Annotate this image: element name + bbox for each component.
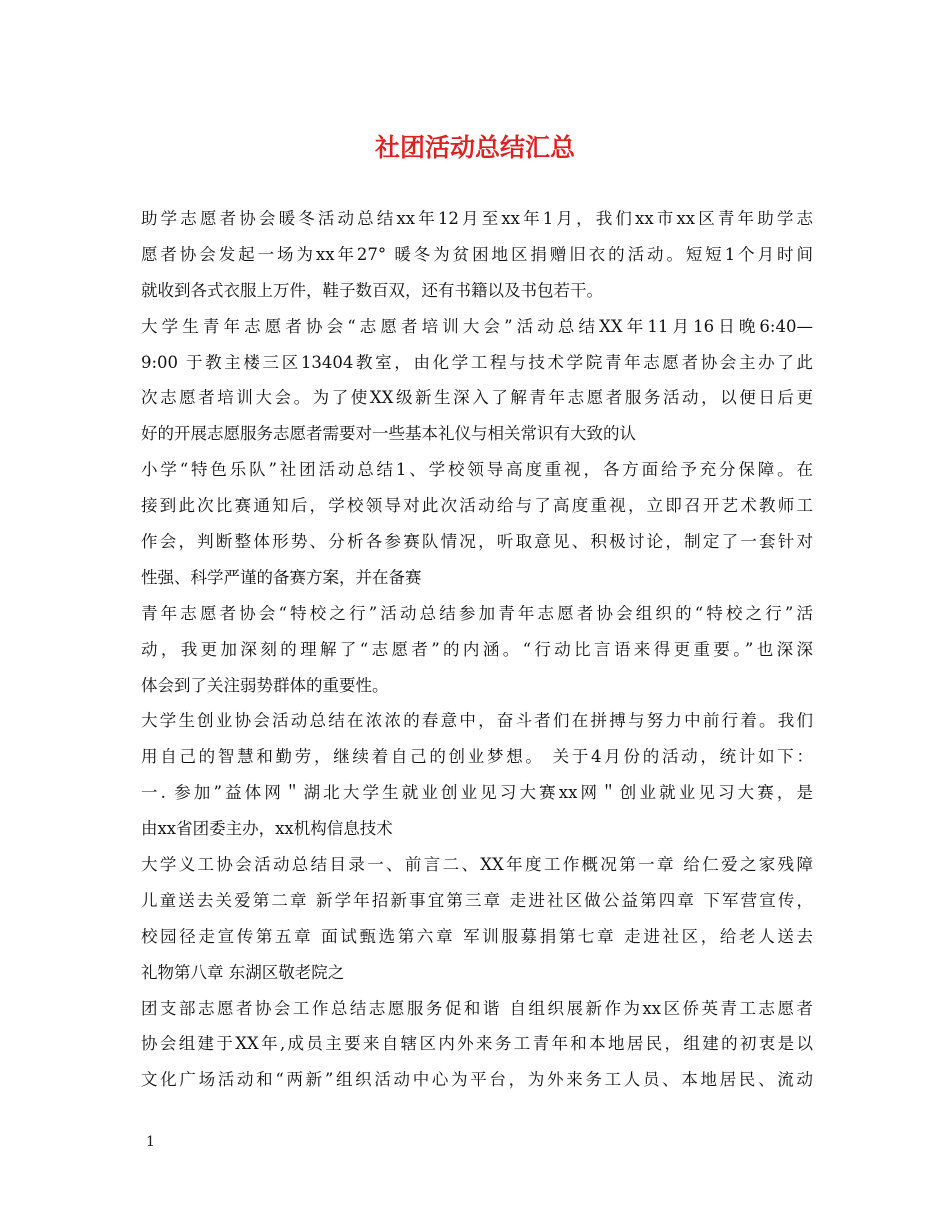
text-line: 次志愿者培训大会。为了使XX级新生深入了解青年志愿者服务活动，以便日后更 xyxy=(141,388,813,408)
text-line: 青年志愿者协会“特校之行”活动总结参加青年志愿者协会组织的“特校之行”活 xyxy=(141,603,813,623)
text-line: 作会，判断整体形势、分析各参赛队情况，听取意见、积极讨论，制定了一套针对 xyxy=(141,532,813,552)
text-line: 好的开展志愿服务志愿者需要对一些基本礼仪与相关常识有大致的认 xyxy=(141,424,636,444)
page-number: 1 xyxy=(146,1134,155,1150)
text-line: 愿者协会发起一场为xx年27° 暖冬为贫困地区捐赠旧衣的活动。短短1个月时间 xyxy=(141,244,813,264)
text-line: 9:00 于教主楼三区13404教室，由化学工程与技术学院青年志愿者协会主办了此 xyxy=(141,352,813,372)
text-line: 礼物第八章 东湖区敬老院之 xyxy=(141,962,345,982)
text-line: 就收到各式衣服上万件，鞋子数百双，还有书籍以及书包若干。 xyxy=(141,280,603,300)
text-line: 大学义工协会活动总结目录一、前言二、XX年度工作概况第一章 给仁爱之家残障 xyxy=(141,855,813,875)
document-body xyxy=(141,201,813,1098)
text-line: 由xx省团委主办，xx机构信息技术 xyxy=(141,819,393,839)
text-line: 大学生创业协会活动总结在浓浓的春意中，奋斗者们在拼搏与努力中前行着。我们 xyxy=(141,711,813,731)
text-line: 性强、科学严谨的备赛方案，并在备赛 xyxy=(141,567,422,587)
text-line: 儿童送去关爱第二章 新学年招新事宜第三章 走进社区做公益第四章 下军营宣传， xyxy=(141,890,813,910)
text-line: 体会到了关注弱势群体的重要性。 xyxy=(141,675,389,695)
text-line: 校园径走宣传第五章 面试甄选第六章 军训服募捐第七章 走进社区，给老人送去 xyxy=(141,926,813,946)
text-line: 小学“特色乐队”社团活动总结1、学校领导高度重视，各方面给予充分保障。在 xyxy=(141,460,813,480)
text-line: 一. 参加”益体网＂湖北大学生就业创业见习大赛xx网＂创业就业见习大赛，是 xyxy=(141,783,813,803)
text-line: 助学志愿者协会暖冬活动总结xx年12月至xx年1月，我们xx市xx区青年助学志 xyxy=(141,209,813,228)
text-line: 文化广场活动和“两新”组织活动中心为平台，为外来务工人员、本地居民、流动 xyxy=(141,1070,813,1090)
text-line: 接到此次比赛通知后，学校领导对此次活动给与了高度重视，立即召开艺术教师工 xyxy=(141,496,813,516)
text-line: 用自己的智慧和勤劳，继续着自己的创业梦想。 关于4月份的活动，统计如下： xyxy=(141,747,813,767)
document-title: 社团活动总结汇总 xyxy=(374,133,575,162)
text-line: 动，我更加深刻的理解了“志愿者”的内涵。“行动比言语来得更重要。”也深深 xyxy=(141,639,813,659)
text-line: 团支部志愿者协会工作总结志愿服务促和谐 自组织展新作为xx区侨英青工志愿者 xyxy=(141,998,813,1018)
text-line: 大学生青年志愿者协会“志愿者培训大会”活动总结XX年11月16日晚6:40— xyxy=(141,316,813,336)
text-line: 协会组建于XX年,成员主要来自辖区内外来务工青年和本地居民，组建的初衷是以 xyxy=(141,1034,813,1054)
